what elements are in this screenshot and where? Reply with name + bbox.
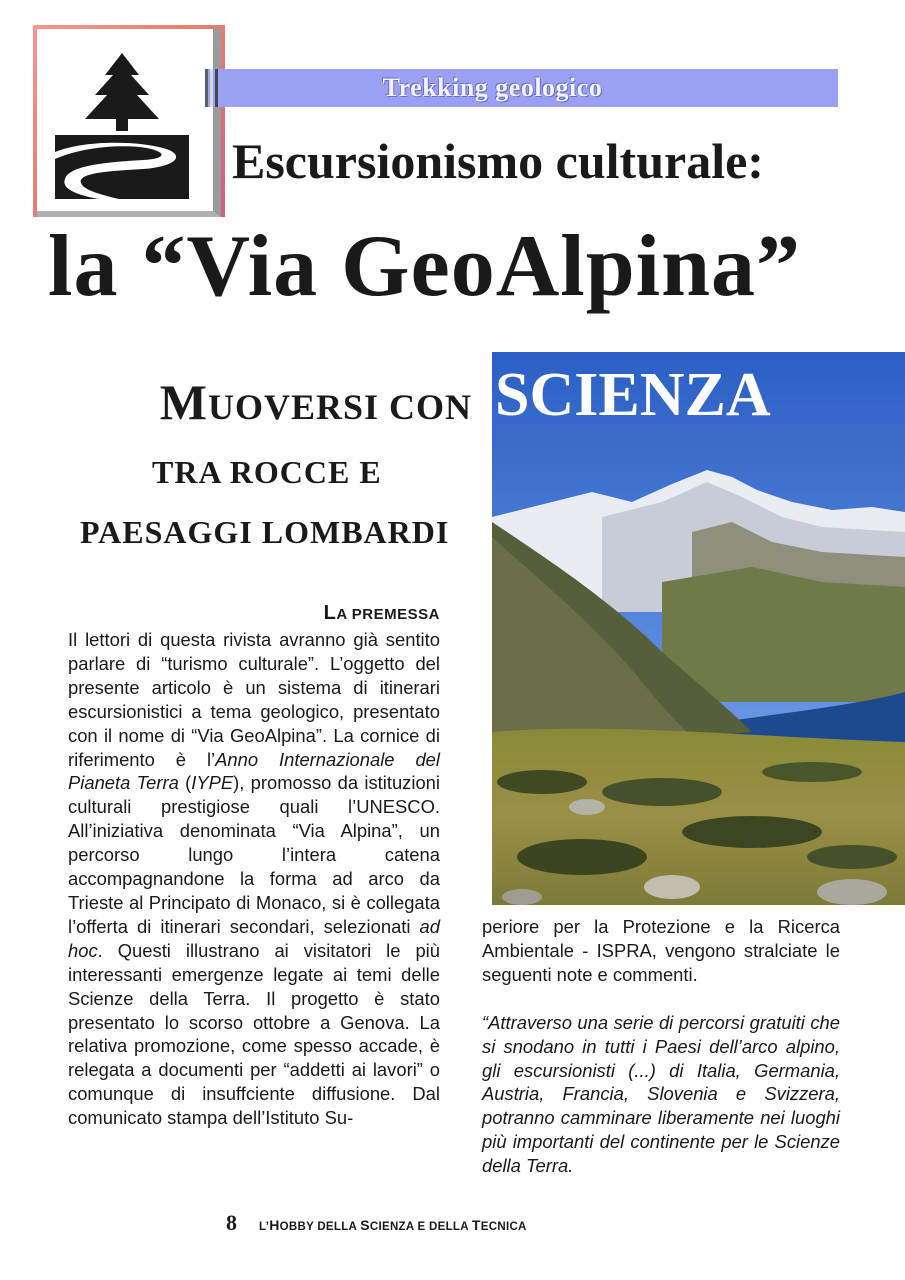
magazine-name (259, 1217, 527, 1233)
subtitle-scienza: SCIENZA (495, 361, 771, 429)
body-italic: IYPE (191, 772, 234, 794)
mag-cap: S (360, 1217, 370, 1233)
logo-frame (33, 25, 225, 217)
body-text: . Questi illustrano ai visitatori le più interessanti emergenze legate ai temi delle Scienze della Terra. Il progetto è stato presentato lo scorso ottobre a Genova. La relativa promozione, come spesso accade, è relegata a documenti per “addetti ai lavori” o comunque di insuffciente diffusione. Dal comunicato stampa dell’Istituto Su- (68, 939, 440, 1129)
logo-inner (37, 29, 221, 217)
subtitle-line-1 (160, 372, 472, 437)
title-line-1: Escursionismo culturale: (232, 133, 764, 189)
subtitle-line-3: PAESAGGI LOMBARDI (80, 514, 450, 550)
page-number: 8 (226, 1210, 237, 1235)
subtitle-line-1-rest: UOVERSI CON (207, 387, 472, 427)
body-italic: Anno Internazionale del Pianeta Terra (68, 748, 440, 794)
body-paragraph-right: periore per la Protezione e la Ricerca Ambientale - ISPRA, vengono stralciate le seguenti note e commenti. (482, 916, 840, 985)
body-text: Il lettori di questa rivista avranno già sentito parlare di “turismo culturale”. L’oggetto del presente articolo è un sistema di itinerari escursionistici a tema geologico, presentato con il nome di “Via GeoAlpina”. La cornice di riferimento è l’ (68, 629, 440, 770)
mag-part: L’ (259, 1221, 270, 1233)
body-column-left (68, 628, 440, 1130)
section-banner (205, 69, 838, 107)
body-column-right (482, 915, 840, 1178)
mountain-photo (492, 352, 905, 905)
subtitle-line-2: TRA ROCCE E (152, 454, 382, 490)
body-paragraph-left (68, 628, 440, 1130)
title-line-2: la “Via GeoAlpina” (48, 218, 802, 315)
tree-road-logo-icon (47, 49, 197, 199)
mag-part: OBBY DELLA (279, 1221, 361, 1233)
section-heading-cap: L (323, 602, 337, 624)
body-text: ( (178, 772, 192, 794)
mag-cap: T (471, 1217, 481, 1233)
subtitle-line-1-cap: M (159, 374, 208, 430)
body-quote: “Attraverso una serie di percorsi gratuiti che si snodano in tutti i Paesi dell’arco alpino, gli escursionisti (...) di Italia, Germania, Austria, Francia, Slovenia e Svizzera, potranno camminare liberamente nei luoghi più importanti del continente per le Scienze della Terra. (482, 1011, 840, 1177)
body-text: ), promosso da istituzioni culturali prestigiose quali l’UNESCO. All’iniziativa denominata “Via Alpina”, un percorso lungo l’intera catena accompagnandone la forma ad arco da Trieste al Principato di Monaco, si è collegata l’offerta di itinerari secondari, selezionati (68, 772, 440, 937)
section-heading-rest: A PREMESSA (336, 606, 440, 623)
page-footer (226, 1210, 527, 1236)
mag-part: ECNICA (480, 1221, 527, 1233)
section-heading (68, 600, 440, 628)
mag-part: CIENZA E DELLA (369, 1221, 472, 1233)
banner-title: Trekking geologico (382, 73, 603, 102)
mag-cap: H (269, 1217, 280, 1233)
banner-bars (205, 69, 223, 107)
body-italic: ad hoc (68, 915, 440, 961)
